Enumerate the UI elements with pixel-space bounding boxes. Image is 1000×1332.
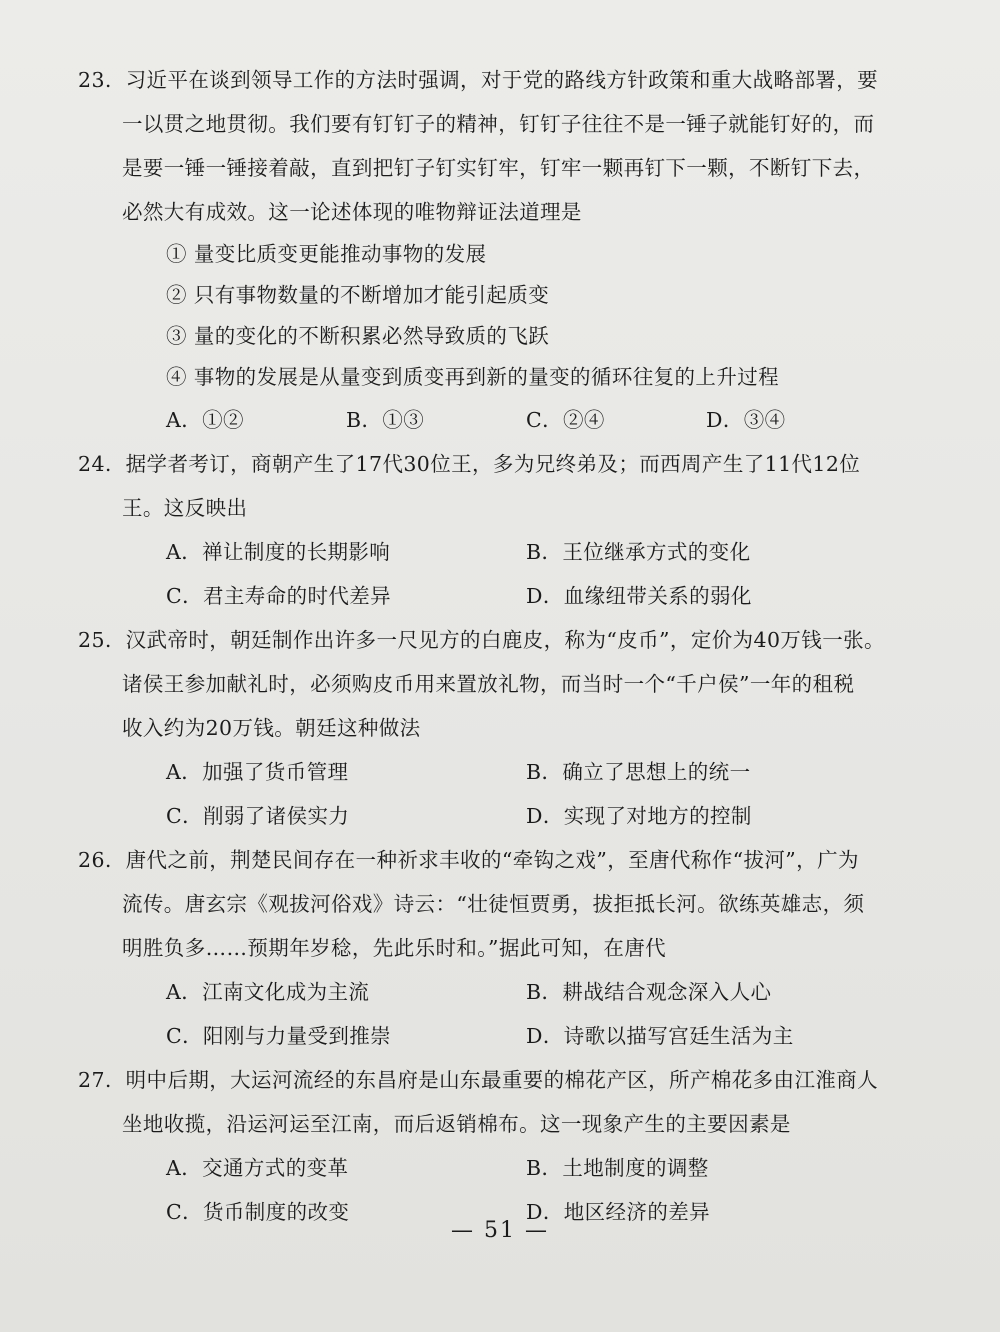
question-25-options	[122, 750, 902, 838]
option-a: A．江南文化成为主流	[166, 980, 370, 1004]
question-26-stem	[78, 838, 902, 970]
question-24	[78, 442, 902, 618]
option-d: D．血缘纽带关系的弱化	[526, 584, 752, 608]
option-c: C．货币制度的改变	[166, 1200, 350, 1224]
question-number: 25.	[78, 628, 112, 652]
page-number: — 51 —	[451, 1218, 549, 1243]
option-d: D．诗歌以描写宫廷生活为主	[526, 1024, 794, 1048]
option-a: A．加强了货币管理	[166, 760, 349, 784]
statement: ④ 事物的发展是从量变到质变再到新的量变的循环往复的上升过程	[166, 365, 780, 389]
option-c: C．削弱了诸侯实力	[166, 804, 350, 828]
question-number: 27.	[78, 1068, 112, 1092]
question-23-stem	[78, 58, 902, 234]
option-d: D．地区经济的差异	[526, 1200, 711, 1224]
question-26-options	[122, 970, 902, 1058]
option-b: B．确立了思想上的统一	[526, 760, 751, 784]
question-number: 26.	[78, 848, 112, 872]
option-c: C．阳刚与力量受到推崇	[166, 1024, 392, 1048]
stem-line: 24. 据学者考订，商朝产生了17代30位王，多为兄终弟及；而西周产生了11代12位	[78, 452, 861, 476]
option-a: A．①②	[166, 408, 244, 432]
option-c: C．君主寿命的时代差异	[166, 584, 392, 608]
question-27-stem	[78, 1058, 902, 1146]
option-b: B．王位继承方式的变化	[526, 540, 751, 564]
stem-line: 王。这反映出	[122, 496, 248, 520]
option-a: A．交通方式的变革	[166, 1156, 349, 1180]
statement: ③ 量的变化的不断积累必然导致质的飞跃	[166, 324, 550, 348]
option-b: B．①③	[346, 408, 425, 432]
stem-line: 流传。唐玄宗《观拔河俗戏》诗云：“壮徒恒贾勇，拔拒抵长河。欲练英雄志，须	[122, 892, 865, 916]
stem-line: 收入约为20万钱。朝廷这种做法	[122, 716, 421, 740]
statement: ② 只有事物数量的不断增加才能引起质变	[166, 283, 550, 307]
statement: ① 量变比质变更能推动事物的发展	[166, 242, 487, 266]
option-d: D．③④	[706, 408, 786, 432]
option-a: A．禅让制度的长期影响	[166, 540, 391, 564]
question-24-options	[122, 530, 902, 618]
stem-line: 26. 唐代之前，荆楚民间存在一种祈求丰收的“牵钩之戏”，至唐代称作“拔河”，广为	[78, 848, 859, 872]
question-23	[78, 58, 902, 442]
option-b: B．耕战结合观念深入人心	[526, 980, 772, 1004]
stem-line: 必然大有成效。这一论述体现的唯物辩证法道理是	[122, 200, 582, 224]
option-b: B．土地制度的调整	[526, 1156, 709, 1180]
questions-area	[78, 58, 902, 1234]
stem-line: 23. 习近平在谈到领导工作的方法时强调，对于党的路线方针政策和重大战略部署，要	[78, 68, 879, 92]
question-number: 23.	[78, 68, 112, 92]
question-27	[78, 1058, 902, 1234]
question-number: 24.	[78, 452, 112, 476]
question-25	[78, 618, 902, 838]
stem-line: 坐地收揽，沿运河运至江南，而后返销棉布。这一现象产生的主要因素是	[122, 1112, 791, 1136]
stem-line: 25. 汉武帝时，朝廷制作出许多一尺见方的白鹿皮，称为“皮币”，定价为40万钱一张。	[78, 628, 885, 652]
question-26	[78, 838, 902, 1058]
stem-line: 一以贯之地贯彻。我们要有钉钉子的精神，钉钉子往往不是一锤子就能钉好的，而	[122, 112, 875, 136]
option-d: D．实现了对地方的控制	[526, 804, 752, 828]
option-c: C．②④	[526, 408, 605, 432]
question-24-stem	[78, 442, 902, 530]
stem-line: 27. 明中后期，大运河流经的东昌府是山东最重要的棉花产区，所产棉花多由江淮商人	[78, 1068, 879, 1092]
question-23-options	[122, 398, 902, 442]
question-25-stem	[78, 618, 902, 750]
stem-line: 诸侯王参加献礼时，必须购皮币用来置放礼物，而当时一个“千户侯”一年的租税	[122, 672, 855, 696]
stem-line: 是要一锤一锤接着敲，直到把钉子钉实钉牢，钉牢一颗再钉下一颗，不断钉下去，	[122, 156, 875, 180]
stem-line: 明胜负多……预期年岁稔，先此乐时和。”据此可知，在唐代	[122, 936, 667, 960]
